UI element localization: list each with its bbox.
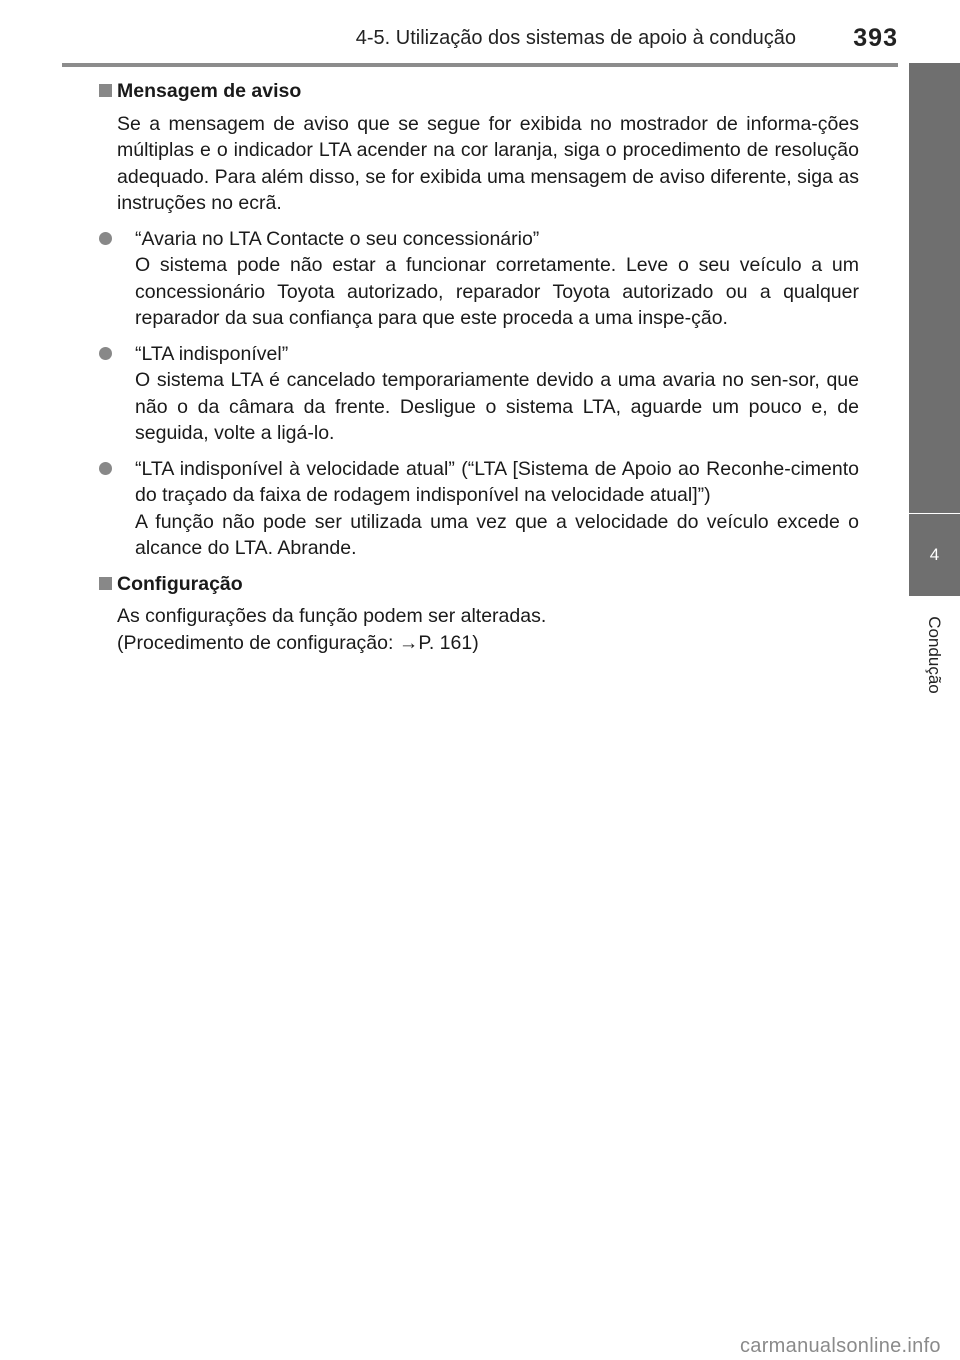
settings-paragraph: As configurações da função podem ser alteradas. (Procedimento de configuração: →P. 161): [99, 603, 859, 656]
section-heading-settings: Configuração: [99, 571, 859, 598]
chapter-label: Condução: [925, 616, 944, 694]
watermark: carmanualsonline.info: [740, 1335, 941, 1357]
section-heading-warning: Mensagem de aviso: [99, 78, 859, 105]
side-bar-upper: [909, 63, 960, 513]
page-reference-link[interactable]: (Procedimento de configuração: →P. 161): [117, 631, 479, 654]
list-item: [99, 341, 859, 447]
circle-bullet-icon: [99, 462, 112, 475]
list-item: [99, 456, 859, 562]
bullet-body: O sistema pode não estar a funcionar corretamente. Leve o seu veículo a um concessionário Toyota autorizado, reparador Toyota autorizado ou a qualquer reparador da sua confiança para que este proceda a uma inspe-ção.: [135, 254, 859, 329]
bullet-title: “LTA indisponível à velocidade atual” (“LTA [Sistema de Apoio ao Reconhe-cimento do traçado da faixa de rodagem indisponível na velocidade atual]”): [135, 457, 859, 506]
list-item: [99, 226, 859, 332]
circle-bullet-icon: [99, 232, 112, 245]
header-rule: [62, 63, 898, 67]
bullet-body: O sistema LTA é cancelado temporariamente devido a uma avaria no sen-sor, que não o da câmara da frente. Desligue o sistema LTA, aguarde um pouco e, de seguida, volte a ligá-lo.: [135, 369, 859, 444]
chapter-tab: [909, 514, 960, 596]
page-content: [99, 78, 859, 656]
bullet-body: A função não pode ser utilizada uma vez que a velocidade do veículo excede o alcance do LTA. Abrande.: [135, 510, 859, 559]
bullet-title: “LTA indisponível”: [135, 342, 289, 365]
circle-bullet-icon: [99, 347, 112, 360]
running-header-title: 4-5. Utilização dos sistemas de apoio à condução: [355, 27, 796, 49]
square-bullet-icon: [99, 577, 112, 590]
warning-intro-paragraph: Se a mensagem de aviso que se segue for exibida no mostrador de informa-ções múltiplas e o indicador LTA acender na cor laranja, siga o procedimento de resolução adequado. Para além disso, se for exibida uma mensagem de aviso diferente, siga as instruções no ecrã.: [117, 112, 859, 214]
page-number: 393: [853, 24, 898, 52]
square-bullet-icon: [99, 84, 112, 97]
chapter-number: 4: [929, 545, 940, 564]
bullet-title: “Avaria no LTA Contacte o seu concessionário”: [135, 227, 540, 250]
